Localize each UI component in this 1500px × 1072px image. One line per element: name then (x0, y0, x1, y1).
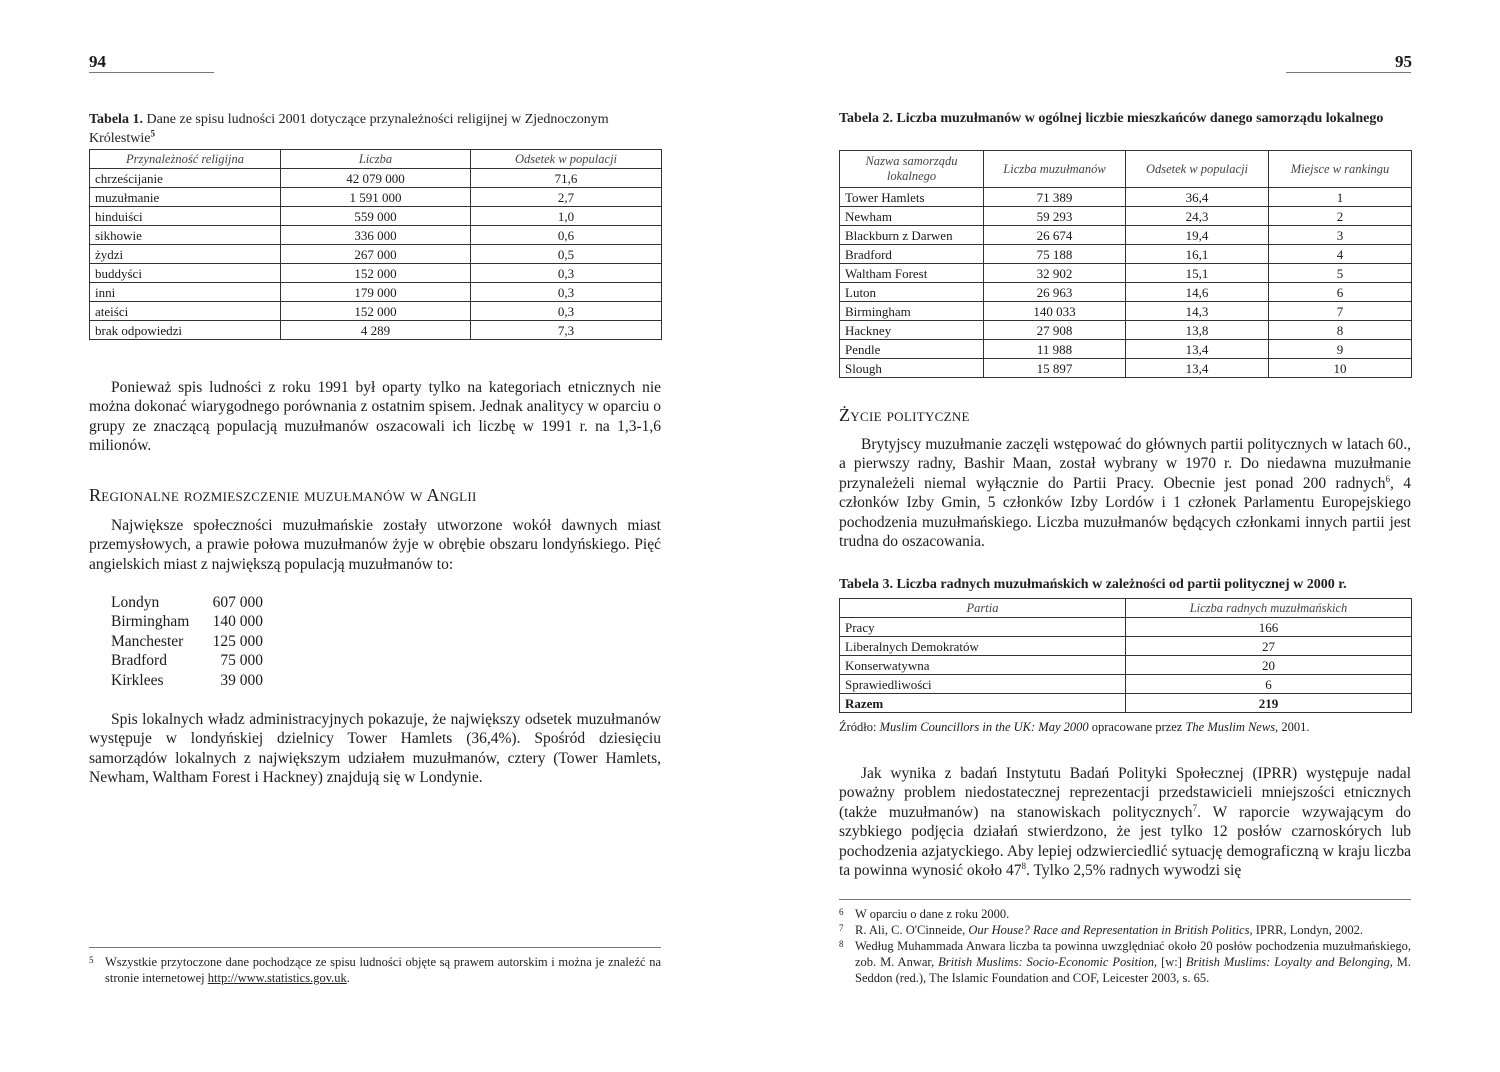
paragraph-text (839, 764, 1411, 880)
header-rule (89, 72, 214, 73)
paragraph-text: Ponieważ spis ludności z roku 1991 był oparty tylko na kategoriach etnicznych nie można dokonać wiarygodnego porównania z ostatnim spisem. Jednak analitycy w oparciu o grupy ze znaczącą populacją muzułmanów oszacowali ich liczbę w 1991 r. na 1,3-1,6 milionów. (89, 379, 661, 455)
table-cell: Liberalnych Demokratów (840, 637, 1126, 656)
paragraph-text: Największe społeczności muzułmańskie zostały utworzone wokół dawnych miast przemysłowych, a prawie połowa muzułmanów żyje w obrębie obszaru londyńskiego. Pięć angielskich miast z największą populacją muzułmanów to: (89, 517, 661, 573)
footnote-ref-6: 6 (1385, 473, 1390, 484)
table-cell: Hackney (840, 321, 984, 340)
text-run: . W raporcie wzywającym do szybkiego podjęcia działań stwierdzono, że jest tylko 12 posłów czarnoskórych lub pochodzenia azjatyckiego. Aby lepiej odzwierciedlić sytuację demograficzną w kraju liczba ta powinna wynosić około 47 (839, 803, 1412, 880)
table-row (840, 656, 1412, 675)
city-name: Birmingham (111, 613, 190, 631)
table-cell: 32 902 (984, 264, 1126, 283)
section-heading: Regionalne rozmieszczenie muzułmanów w Anglii (89, 485, 477, 505)
footnote-text: , IPRR, Londyn, 2002. (1249, 923, 1364, 937)
footnote-title: British Muslims: Loyalty and Belonging (1185, 955, 1390, 969)
table-cell: 559 000 (281, 207, 471, 226)
list-item (111, 671, 263, 690)
table-cell: 19,4 (1126, 226, 1269, 245)
footnotes (839, 906, 1411, 986)
table-row (90, 226, 662, 245)
table-cell: 5 (1269, 264, 1412, 283)
column-header: Nazwa samorządu lokalnego (840, 151, 984, 188)
footnote-end: . (346, 971, 350, 985)
table-2-caption-text: Liczba muzułmanów w ogólnej liczbie mieszkańców danego samorządu lokalnego (892, 111, 1384, 126)
table-cell: 219 (1126, 694, 1412, 713)
list-item (111, 593, 263, 612)
footnote-5 (89, 954, 661, 986)
table-cell: 152 000 (281, 302, 471, 321)
table-cell: 0,3 (471, 283, 662, 302)
city-value: 607 000 (212, 594, 263, 611)
footnote-text: Wszystkie przytoczone dane pochodzące ze spisu ludności objęte są prawem autorskim i można je znaleźć na stronie internetowej (105, 955, 661, 985)
list-item (111, 632, 263, 651)
table-cell: Pendle (840, 340, 984, 359)
footnote-rule (839, 899, 1411, 900)
footnote-8 (839, 938, 1411, 986)
table-cell: buddyści (90, 264, 281, 283)
table-header-row (840, 151, 1412, 188)
text-run: Jak wynika z badań Instytutu Badań Polityki Społecznej (IPRR) występuje nadal poważny problem niedostatecznej reprezentacji przedstawicieli mniejszości etnicznych (także muzułmanów) na stanowiskach politycznych (839, 765, 1411, 821)
table-cell: chrześcijanie (90, 169, 281, 188)
table-row (840, 618, 1412, 637)
page-number: 95 (1395, 52, 1412, 71)
page-number: 94 (89, 52, 106, 71)
table-cell: 26 963 (984, 283, 1126, 302)
table-cell: 4 (1269, 245, 1412, 264)
source-text: , 2001. (1275, 720, 1310, 734)
table-cell: Slough (840, 359, 984, 378)
table-row (90, 283, 662, 302)
table-cell: 14,3 (1126, 302, 1269, 321)
source-publisher: The Muslim News (1185, 720, 1276, 734)
list-item (111, 612, 263, 631)
table-1-caption-text: Dane ze spisu ludności 2001 dotyczące przynależności religijnej w Zjednoczonym Królestwie (89, 112, 609, 146)
table-row (840, 675, 1412, 694)
footnote-ref-5: 5 (150, 128, 155, 139)
table-cell: 11 988 (984, 340, 1126, 359)
religion-table (89, 149, 662, 340)
column-header: Odsetek w populacji (1126, 151, 1269, 188)
table-row (840, 359, 1412, 378)
table-row (90, 245, 662, 264)
column-header: Miejsce w rankingu (1269, 151, 1412, 188)
footnote-ref-8: 8 (1021, 860, 1027, 871)
table-cell: 7,3 (471, 321, 662, 340)
table-cell: Konserwatywna (840, 656, 1126, 675)
table-header-row (90, 150, 662, 169)
footnotes (89, 954, 661, 986)
table-cell: brak odpowiedzi (90, 321, 281, 340)
table-3-source (839, 720, 1411, 735)
table-row (840, 207, 1412, 226)
footnote-6 (839, 906, 1411, 922)
city-value: 75 000 (220, 652, 263, 670)
table-row (840, 245, 1412, 264)
table-cell: 2 (1269, 207, 1412, 226)
table-cell: 152 000 (281, 264, 471, 283)
muslim-population-table (839, 150, 1412, 378)
table-1-caption-label: Tabela 1. (89, 112, 143, 127)
table-row (90, 207, 662, 226)
table-cell: 14,6 (1126, 283, 1269, 302)
footnote-text: , M. Seddon (red.), The Islamic Foundation and COF, Leicester 2003, s. 65. (855, 955, 1411, 985)
table-cell: 20 (1126, 656, 1412, 675)
city-name: Bradford (111, 652, 167, 670)
table-row (840, 264, 1412, 283)
table-cell: żydzi (90, 245, 281, 264)
table-cell: 9 (1269, 340, 1412, 359)
table-cell: 3 (1269, 226, 1412, 245)
footnote-text: Według Muhammada Anwara liczba ta powinna uwzględniać około 20 posłów pochodzenia muzułmańskiego, zob. M. Anwar, (855, 939, 1411, 969)
table-cell: 267 000 (281, 245, 471, 264)
table-row (840, 321, 1412, 340)
list-item (111, 651, 263, 670)
paragraph-local-authorities (89, 710, 661, 788)
footnote-mark: 5 (89, 955, 94, 965)
table-cell: 42 079 000 (281, 169, 471, 188)
table-row (90, 169, 662, 188)
paragraph-political-life (839, 435, 1411, 551)
table-cell: 336 000 (281, 226, 471, 245)
table-cell: Razem (840, 694, 1126, 713)
table-total-row (840, 694, 1412, 713)
table-cell: Tower Hamlets (840, 188, 984, 207)
table-row (90, 264, 662, 283)
table-cell: 8 (1269, 321, 1412, 340)
paragraph-text (839, 435, 1411, 551)
table-cell: Waltham Forest (840, 264, 984, 283)
table-cell: 10 (1269, 359, 1412, 378)
table-row (840, 340, 1412, 359)
footnote-mark: 7 (839, 923, 844, 933)
city-name: Kirklees (111, 671, 164, 689)
table-cell: 4 289 (281, 321, 471, 340)
table-cell: 24,3 (1126, 207, 1269, 226)
table-cell: 2,7 (471, 188, 662, 207)
table-cell: 7 (1269, 302, 1412, 321)
footnote-text: , [w:] (1154, 955, 1186, 969)
text-run: . Tylko 2,5% radnych wywodzi się (1026, 862, 1242, 880)
table-cell: 140 033 (984, 302, 1126, 321)
footnote-ref-7: 7 (1192, 802, 1198, 813)
text-run: , 4 członków Izby Gmin, 5 członków Izby Lordów i 1 członek Parlamentu Europejskiego pochodzenia muzułmańskiego. Liczba muzułmanów będących członkami innych partii jest trudna do oszacowania. (839, 474, 1412, 551)
table-cell: 59 293 (984, 207, 1126, 226)
table-cell: 71,6 (471, 169, 662, 188)
footnote-text: R. Ali, C. O'Cinneide, (855, 923, 969, 937)
table-cell: inni (90, 283, 281, 302)
table-cell: 0,6 (471, 226, 662, 245)
city-name: Manchester (111, 632, 184, 650)
column-header: Odsetek w populacji (471, 150, 662, 169)
table-3-caption: Tabela 3. Liczba radnych muzułmańskich w zależności od partii politycznej w 2000 r. (839, 577, 1347, 592)
table-cell: 166 (1126, 618, 1412, 637)
footnote-mark: 6 (839, 907, 844, 917)
table-cell: 0,3 (471, 302, 662, 321)
table-cell: Blackburn z Darwen (840, 226, 984, 245)
table-cell: Pracy (840, 618, 1126, 637)
section-heading: Życie polityczne (839, 405, 970, 425)
table-cell: Sprawiedliwości (840, 675, 1126, 694)
table-cell: Birmingham (840, 302, 984, 321)
table-cell: 6 (1269, 283, 1412, 302)
table-row (90, 188, 662, 207)
table-cell: 1 (1269, 188, 1412, 207)
table-cell: 13,8 (1126, 321, 1269, 340)
table-row (90, 302, 662, 321)
statistics-link[interactable]: http://www.statistics.gov.uk (207, 971, 347, 985)
table-cell: 27 908 (984, 321, 1126, 340)
city-value: 39 000 (220, 671, 263, 689)
paragraph-ippr (839, 764, 1411, 880)
column-header: Liczba (281, 150, 471, 169)
table-cell: 13,4 (1126, 340, 1269, 359)
city-name: Londyn (111, 594, 160, 611)
city-value: 140 000 (212, 613, 263, 631)
table-header-row (840, 599, 1412, 618)
city-list (111, 593, 263, 690)
table-cell: 179 000 (281, 283, 471, 302)
table-cell: 13,4 (1126, 359, 1269, 378)
column-header: Liczba radnych muzułmańskich (1126, 599, 1412, 618)
table-cell: 27 (1126, 637, 1412, 656)
table-cell: 0,5 (471, 245, 662, 264)
table-row (840, 637, 1412, 656)
table-cell: 26 674 (984, 226, 1126, 245)
table-cell: 15,1 (1126, 264, 1269, 283)
table-cell: 1,0 (471, 207, 662, 226)
table-cell: 16,1 (1126, 245, 1269, 264)
table-cell: ateiści (90, 302, 281, 321)
table-cell: Luton (840, 283, 984, 302)
right-page (750, 0, 1500, 1072)
source-text: Źródło: (839, 720, 880, 734)
table-cell: sikhowie (90, 226, 281, 245)
table-cell: 15 897 (984, 359, 1126, 378)
table-row (840, 283, 1412, 302)
city-value: 125 000 (212, 632, 263, 650)
footnote-mark: 8 (839, 939, 844, 949)
table-cell: 6 (1126, 675, 1412, 694)
table-cell: 0,3 (471, 264, 662, 283)
footnote-title: Our House? Race and Representation in British Politics (968, 923, 1250, 937)
table-cell: Newham (840, 207, 984, 226)
paragraph-census-1991 (89, 378, 661, 456)
footnote-7 (839, 922, 1411, 938)
source-title: Muslim Councillors in the UK: May 2000 (879, 720, 1089, 734)
table-row (840, 226, 1412, 245)
column-header: Liczba muzułmanów (984, 151, 1126, 188)
source-text: opracowane przez (1088, 720, 1186, 734)
table-cell: muzułmanie (90, 188, 281, 207)
table-1-caption (89, 110, 664, 148)
table-cell: Bradford (840, 245, 984, 264)
table-row (840, 188, 1412, 207)
footnote-text: W oparciu o dane z roku 2000. (855, 907, 1010, 921)
footnote-rule (89, 947, 661, 948)
table-row (90, 321, 662, 340)
paragraph-text: Spis lokalnych władz administracyjnych pokazuje, że największy odsetek muzułmanów występuje w londyńskiej dzielnicy Tower Hamlets (36,4%). Spośród dziesięciu samorządów lokalnych z największym udziałem muzułmanów, cztery (Tower Hamlets, Newham, Waltham Forest i Hackney) znajdują się w Londynie. (89, 711, 661, 787)
table-cell: 36,4 (1126, 188, 1269, 207)
paragraph-regional (89, 516, 661, 574)
table-cell: 71 389 (984, 188, 1126, 207)
table-row (840, 302, 1412, 321)
table-2-caption (839, 109, 1423, 128)
table-cell: 1 591 000 (281, 188, 471, 207)
table-cell: 75 188 (984, 245, 1126, 264)
footnote-title: British Muslims: Socio-Economic Position (938, 955, 1155, 969)
column-header: Partia (840, 599, 1126, 618)
table-2-caption-label: Tabela 2. (839, 111, 893, 126)
councillors-table (839, 598, 1412, 713)
text-run: Brytyjscy muzułmanie zaczęli wstępować do głównych partii politycznych w latach 60., a pierwszy radny, Bashir Maan, został wybrany w 1970 r. Do niedawna muzułmanie przynależeli niemal wyłącznie do Partii Pracy. Obecnie jest ponad 200 radnych (839, 436, 1411, 492)
header-rule (1286, 72, 1411, 73)
column-header: Przynależność religijna (90, 150, 281, 169)
table-cell: hinduiści (90, 207, 281, 226)
